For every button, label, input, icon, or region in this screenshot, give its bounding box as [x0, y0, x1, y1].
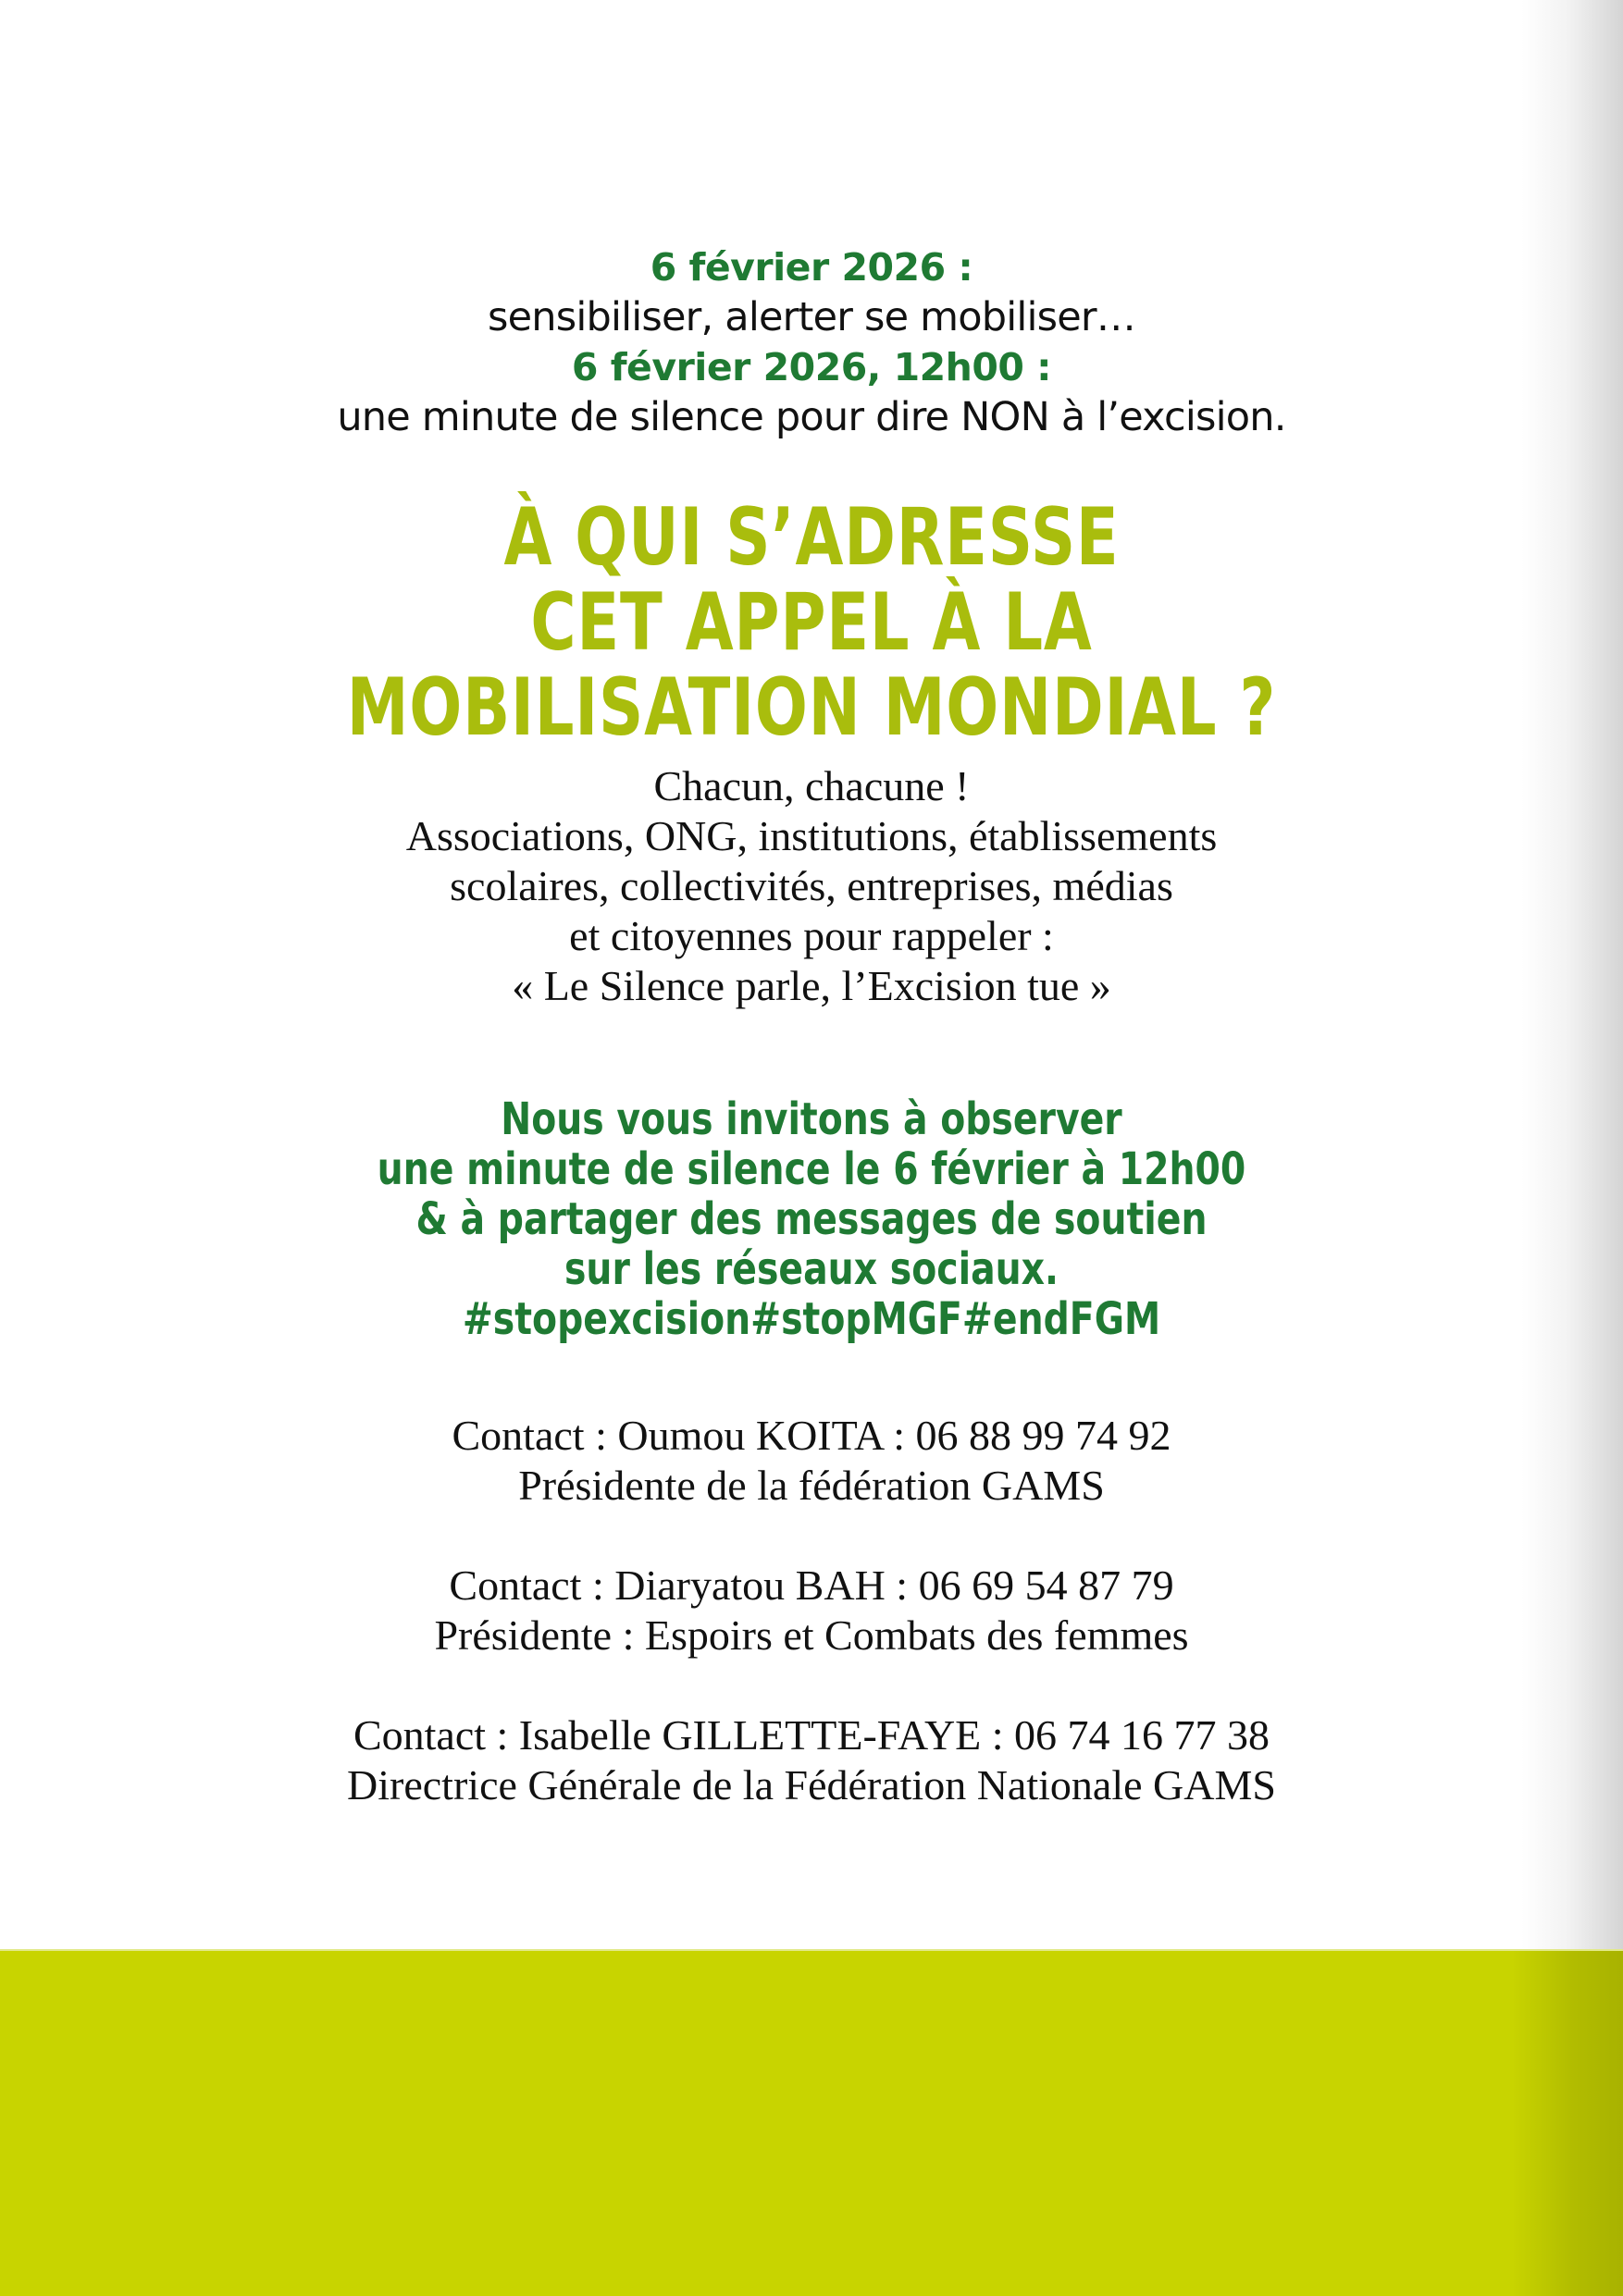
headline — [0, 491, 1623, 754]
body-line: et citoyennes pour rappeler : — [569, 912, 1054, 959]
silence-statement: une minute de silence pour dire NON à l’excision. — [337, 394, 1286, 440]
contact-gillette-faye — [0, 1710, 1623, 1810]
band-fold-shadow — [1512, 1951, 1623, 2296]
time-heading: 6 février 2026, 12h00 : — [571, 345, 1052, 389]
hashtags: #stopexcision#stopMGF#endFGM — [462, 1293, 1161, 1345]
contact-line: Contact : Diaryatou BAH : 06 69 54 87 79 — [449, 1562, 1174, 1609]
quote-line: « Le Silence parle, l’Excision tue » — [512, 962, 1111, 1009]
contact-line: Contact : Oumou KOITA : 06 88 99 74 92 — [452, 1412, 1171, 1459]
invitation-line: & à partager des messages de soutien — [415, 1193, 1208, 1245]
contact-role: Directrice Générale de la Fédération Nationale GAMS — [347, 1761, 1276, 1808]
invitation-line: Nous vous invitons à observer — [501, 1093, 1122, 1145]
audience-paragraph — [0, 761, 1623, 1011]
contact-line: Contact : Isabelle GILLETTE-FAYE : 06 74 16 77 38 — [353, 1711, 1270, 1759]
contacts-section — [0, 1411, 1623, 1860]
headline-line: CET APPEL À LA — [530, 576, 1093, 669]
body-line: Chacun, chacune ! — [653, 762, 970, 809]
invitation-line: une minute de silence le 6 février à 12h00 — [377, 1143, 1246, 1195]
date-heading: 6 février 2026 : — [650, 245, 973, 290]
slogan: sensibiliser, alerter se mobiliser… — [488, 294, 1135, 340]
bottom-color-band — [0, 1949, 1623, 2296]
contact-bah — [0, 1561, 1623, 1660]
contact-koita — [0, 1411, 1623, 1511]
headline-line: MOBILISATION MONDIAL ? — [346, 661, 1277, 754]
intro-block — [0, 242, 1623, 442]
contact-role: Présidente de la fédération GAMS — [518, 1462, 1105, 1509]
invitation-block — [0, 1094, 1623, 1344]
contact-role: Présidente : Espoirs et Combats des femmes — [434, 1611, 1189, 1659]
invitation-line: sur les réseaux sociaux. — [564, 1243, 1059, 1295]
headline-line: À QUI S’ADRESSE — [503, 491, 1120, 584]
body-line: scolaires, collectivités, entreprises, médias — [450, 862, 1173, 909]
body-line: Associations, ONG, institutions, établissements — [405, 812, 1218, 859]
